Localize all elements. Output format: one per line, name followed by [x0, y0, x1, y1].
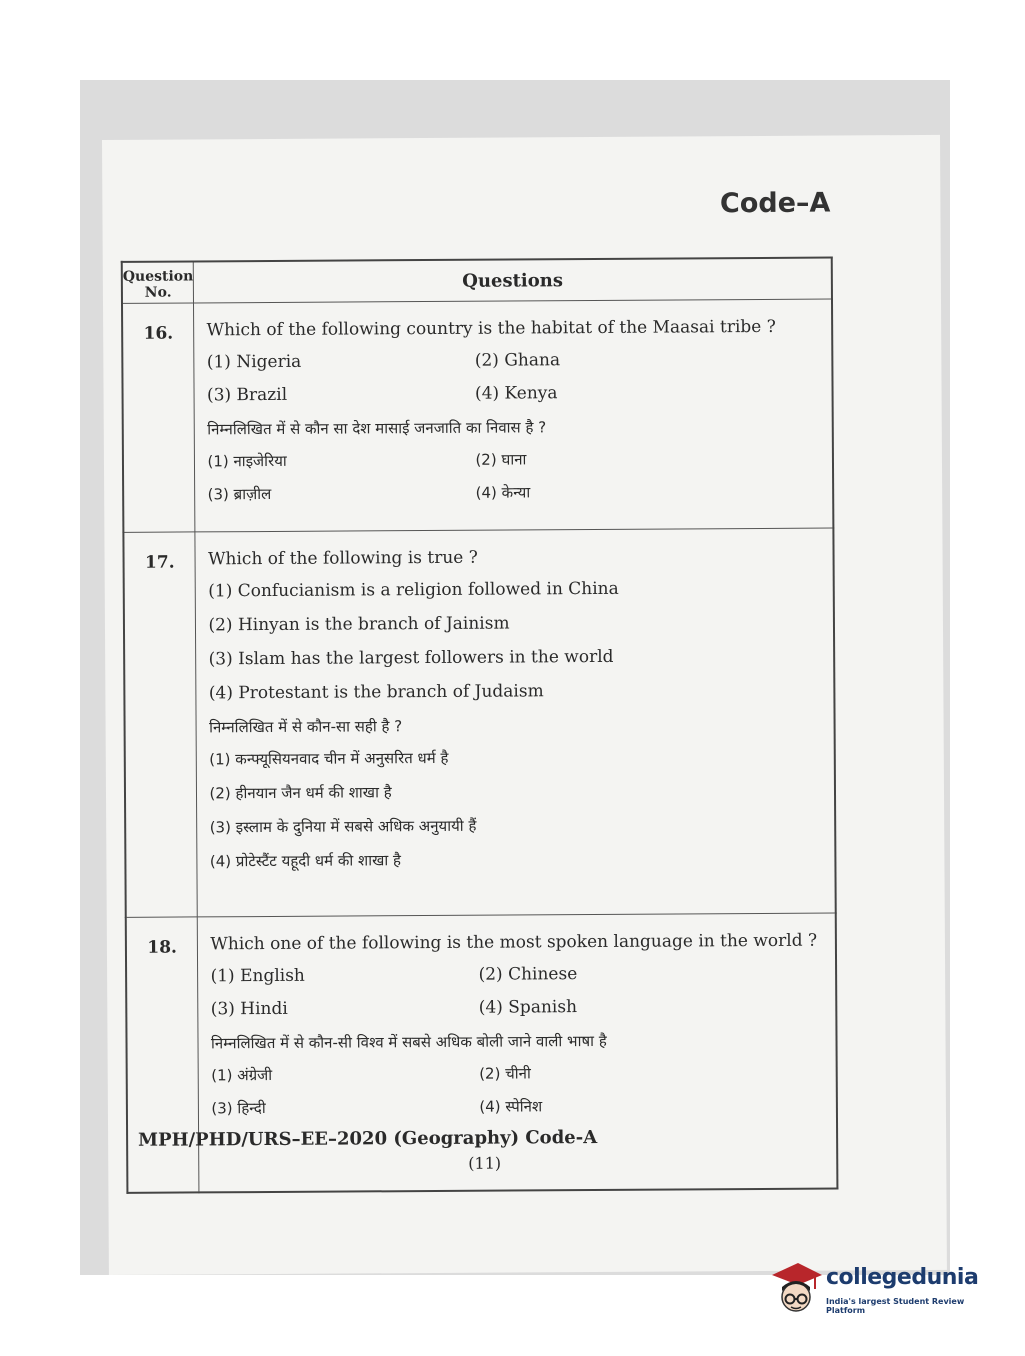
- option: (3) इस्लाम के दुनिया में सबसे अधिक अनुयायी हैं: [209, 816, 477, 837]
- question-number: 16.: [122, 303, 195, 532]
- question-text-hi: निम्नलिखित में से कौन सा देश मासाई जनजाति का निवास है ?: [207, 418, 547, 439]
- option: (4) Protestant is the branch of Judaism: [208, 681, 544, 704]
- table-header: [122, 258, 832, 304]
- question-table: [121, 257, 839, 1194]
- question-body: [195, 528, 835, 917]
- exam-page: [102, 135, 947, 1275]
- option: (1) Nigeria: [206, 351, 302, 373]
- option: (1) Confucianism is a religion followed in China: [208, 578, 619, 602]
- mascot-icon: [768, 1253, 824, 1323]
- option: (2) चीनी: [479, 1064, 531, 1083]
- question-body: [198, 913, 838, 1192]
- option: (3) ब्राज़ील: [207, 484, 272, 504]
- option: (2) हीनयान जैन धर्म की शाखा है: [209, 783, 392, 803]
- option: (3) Hindi: [210, 998, 288, 1020]
- question-row: [126, 913, 838, 1193]
- option: (1) नाइजेरिया: [207, 451, 287, 471]
- question-number: 18.: [126, 917, 200, 1193]
- column-header-questions: Questions: [194, 258, 832, 303]
- paper-code: Code–A: [719, 187, 831, 220]
- option: (2) Hinyan is the branch of Jainism: [208, 613, 510, 636]
- options-hi: [211, 1059, 828, 1122]
- column-header-number: Question No.: [122, 261, 194, 303]
- option: (4) Spanish: [478, 997, 578, 1018]
- question-text-hi: निम्नलिखित में से कौन-सा सही है ?: [209, 717, 403, 737]
- footer-paper-code: MPH/PHD/URS–EE–2020 (Geography) Code-A: [138, 1126, 598, 1151]
- option: (2) Chinese: [478, 964, 578, 985]
- option: (1) अंग्रेजी: [211, 1065, 273, 1085]
- option: (1) कन्फ्यूसियनवाद चीन में अनुसरित धर्म है: [209, 748, 449, 769]
- options-en: [208, 575, 825, 707]
- option: (1) English: [210, 965, 305, 987]
- question-number: 17.: [123, 532, 197, 917]
- question-body: [194, 299, 833, 532]
- options-en: [211, 960, 828, 1023]
- option: (4) प्रोटेस्टैंट यहूदी धर्म की शाखा है: [209, 851, 402, 871]
- option: (4) केन्या: [475, 483, 531, 502]
- question-text-en: Which of the following country is the habitat of the Maasai tribe ?: [206, 316, 776, 341]
- option: (4) स्पेनिश: [479, 1097, 543, 1116]
- question-row: [123, 528, 835, 917]
- option: (4) Kenya: [474, 383, 558, 404]
- option: (2) घाना: [475, 450, 527, 469]
- brand-name: collegedunia: [826, 1265, 979, 1290]
- question-text-en: Which of the following is true ?: [207, 547, 478, 570]
- options-hi: [209, 743, 826, 875]
- option: (2) Ghana: [474, 350, 561, 371]
- question-text-en: Which one of the following is the most spoken language in the world ?: [210, 930, 818, 955]
- options-hi: [207, 445, 824, 508]
- options-en: [207, 346, 824, 409]
- option: (3) Brazil: [206, 384, 288, 406]
- option: (3) हिन्दी: [211, 1099, 266, 1118]
- question-text-hi: निम्नलिखित में से कौन-सी विश्व में सबसे अधिक बोली जाने वाली भाषा है: [210, 1031, 607, 1053]
- question-row: [122, 299, 833, 532]
- brand-tagline: India's largest Student Review Platform: [826, 1297, 965, 1315]
- option: (3) Islam has the largest followers in the world: [208, 646, 614, 670]
- page-number: (11): [468, 1153, 502, 1173]
- collegedunia-logo[interactable]: [768, 1253, 998, 1323]
